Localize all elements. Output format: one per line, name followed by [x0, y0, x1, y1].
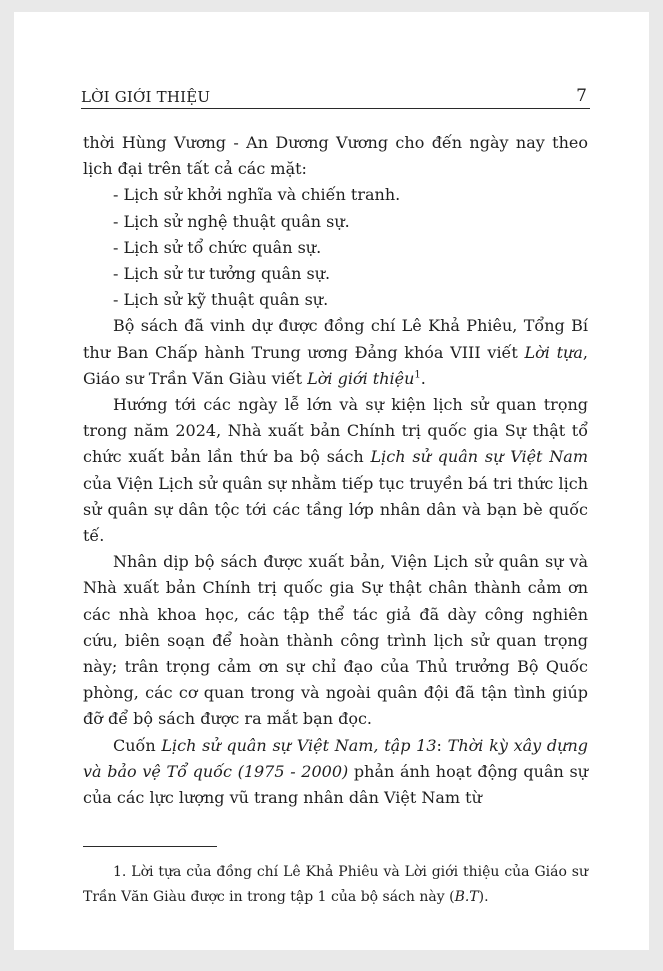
paragraph-continued: thời Hùng Vương - An Dương Vương cho đến ngày nay theo lịch đại trên tất cả các mặt: — [83, 133, 588, 179]
text-run: phản ánh hoạt động quân sự của các lực lượng vũ trang nhân dân Việt Nam từ — [83, 761, 588, 808]
page-number: 7 — [576, 86, 587, 106]
text-run: Bộ sách đã vinh dự được đồng chí Lê Khả Phiêu, Tổng Bí thư Ban Chấp hành Trung ương Đảng khóa VIII viết — [83, 316, 588, 362]
text-run: Cuốn — [113, 735, 162, 755]
text-run: Hướng tới các ngày lễ lớn và sự kiện lịch sử quan trọng trong năm 2024, Nhà xuất bản Chính trị quốc gia Sự thật tổ chức xuất bản lần thứ ba bộ sách — [83, 395, 588, 467]
text-run: , Giáo sư Trần Văn Giàu viết — [83, 342, 588, 388]
italic-abbrev: B.T — [454, 889, 479, 905]
paragraph-publication — [83, 392, 588, 549]
list-item: - Lịch sử khởi nghĩa và chiến tranh. — [113, 185, 401, 205]
footnote-divider — [83, 846, 217, 847]
chapter-title: LỜI GIỚI THIỆU — [81, 88, 211, 106]
footnote — [83, 860, 588, 910]
paragraph-forewords — [83, 313, 588, 392]
text-run: của Viện Lịch sử quân sự nhằm tiếp tục truyền bá tri thức lịch sử quân sự dân tộc tới các tầng lớp nhân dân và bạn bè quốc tế. — [83, 473, 588, 546]
list-item: - Lịch sử tổ chức quân sự. — [113, 237, 322, 257]
italic-volume-subtitle: Thời kỳ xây dựng và bảo vệ Tổ quốc (1975 - 2000) — [83, 735, 589, 781]
list-item: - Lịch sử tư tưởng quân sự. — [113, 264, 331, 284]
footnote-marker: 1 — [414, 369, 421, 381]
text-run: : — [436, 735, 448, 755]
book-page — [14, 12, 649, 950]
text-run: . — [420, 368, 426, 388]
list-item: - Lịch sử nghệ thuật quân sự. — [113, 211, 350, 231]
paragraph-acknowledgements: Nhân dịp bộ sách được xuất bản, Viện Lịch sử quân sự và Nhà xuất bản Chính trị quốc gia Sự thật chân thành cảm ơn các nhà khoa học, các tập thể tác giả đã dày công nghiên cứu, biên soạn để hoàn thành công trình lịch sử quan trọng này; trân trọng cảm ơn sự chỉ đạo của Thủ trưởng Bộ Quốc phòng, các cơ quan trong và ngoài quân đội đã tận tình giúp đỡ để bộ sách được ra mắt bạn đọc. — [83, 552, 588, 729]
running-header — [81, 78, 590, 109]
text-run: 1. Lời tựa của đồng chí Lê Khả Phiêu và Lời giới thiệu của Giáo sư Trần Văn Giàu được in trong tập 1 của bộ sách này ( — [83, 864, 588, 905]
italic-title-loi-tua: Lời tựa — [524, 342, 583, 362]
italic-title-loi-gioi-thieu: Lời giới thiệu — [307, 368, 415, 388]
paragraph-volume-intro — [83, 733, 588, 812]
body-text — [83, 130, 588, 811]
italic-book-title: Lịch sử quân sự Việt Nam — [370, 447, 588, 467]
text-run: ). — [478, 889, 489, 905]
list-item: - Lịch sử kỹ thuật quân sự. — [113, 290, 329, 310]
italic-volume-title: Lịch sử quân sự Việt Nam, tập 13 — [161, 735, 437, 755]
